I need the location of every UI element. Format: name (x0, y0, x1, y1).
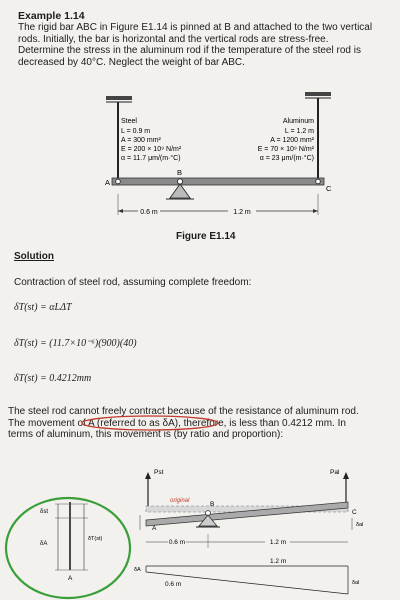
equation-3: δT(st) = 0.4212mm (14, 373, 92, 384)
explanation-line: terms of aluminum, this movement is (by ratio and proportion): (8, 429, 284, 440)
label-a: A (105, 178, 111, 187)
equation-1: δT(st) = αLΔT (14, 302, 72, 313)
aluminum-prop: L = 1.2 m (284, 128, 314, 135)
problem-line: The rigid bar ABC in Figure E1.14 is pinned at B and attached to the two vertical (18, 22, 373, 33)
aluminum-label: Aluminum (282, 118, 314, 125)
deflected-bar (146, 502, 348, 526)
triangle-delta-a: δA (134, 567, 141, 573)
problem-line: rods. Initially, the bar is horizontal and the vertical rods are stress-free. (18, 33, 329, 45)
original-label: original (170, 498, 190, 504)
steel-support (106, 96, 132, 100)
example-title: Example 1.14 (18, 10, 85, 22)
label-a-2: A (152, 525, 157, 532)
dimension-label-2: 1.2 m (269, 539, 287, 546)
steel-prop: α = 11.7 μm/(m·°C) (121, 155, 181, 162)
figure-e1-14 (0, 92, 400, 232)
p-st-label: Pst (154, 469, 164, 476)
explanation-line: The movement of A (referred to as δA), therefore, is less than 0.4212 mm. In (8, 417, 346, 429)
triangle-dim-left: 0.6 m (165, 581, 182, 588)
aluminum-prop: A = 1200 mm² (270, 137, 314, 144)
aluminum-prop: E = 70 × 10⁹ N/m² (257, 146, 314, 153)
problem-line: decreased by 40°C. Neglect the weight of bar ABC. (18, 56, 245, 68)
delta-tst-label: δT(st) (88, 536, 103, 542)
delta-st-label: δst (40, 509, 49, 515)
rigid-bar-abc (112, 178, 324, 185)
red-ellipse-annotation (78, 414, 228, 434)
dimension-label: 1.2 m (233, 209, 251, 216)
dimension-label-2: 0.6 m (168, 539, 186, 546)
detail-label-a: A (68, 575, 73, 582)
problem-line: Determine the stress in the aluminum rod if the temperature of the steel rod is (18, 45, 361, 56)
steel-label: Steel (121, 118, 137, 125)
deformation-diagram (0, 460, 400, 600)
equation-2: δT(st) = (11.7×10⁻⁶)(900)(40) (14, 338, 137, 349)
solution-intro: Contraction of steel rod, assuming complete freedom: (14, 277, 252, 288)
pin-support (170, 184, 190, 198)
delta-a-label: δA (40, 541, 48, 547)
delta-al-label: δal (356, 522, 364, 528)
problem-statement (18, 22, 398, 68)
label-c-2: C (352, 509, 357, 516)
triangle-delta-al: δal (352, 580, 360, 586)
label-c: C (326, 184, 332, 193)
dimension-label: 0.6 m (140, 209, 158, 216)
aluminum-support (305, 92, 331, 96)
green-circle-annotation (6, 498, 130, 598)
triangle-dim-right: 1.2 m (270, 558, 287, 565)
label-b-2: B (210, 501, 215, 508)
steel-prop: L = 0.9 m (121, 128, 151, 135)
figure-caption: Figure E1.14 (176, 231, 236, 242)
steel-prop: E = 200 × 10⁹ N/m² (121, 146, 182, 153)
solution-heading: Solution (14, 251, 54, 262)
aluminum-prop: α = 23 μm/(m·°C) (259, 155, 314, 162)
p-al-label: Pal (330, 469, 340, 476)
steel-prop: A = 300 mm² (121, 137, 161, 144)
explanation-line: The steel rod cannot freely contract because of the resistance of aluminum rod. (8, 406, 359, 417)
label-b: B (177, 168, 183, 177)
